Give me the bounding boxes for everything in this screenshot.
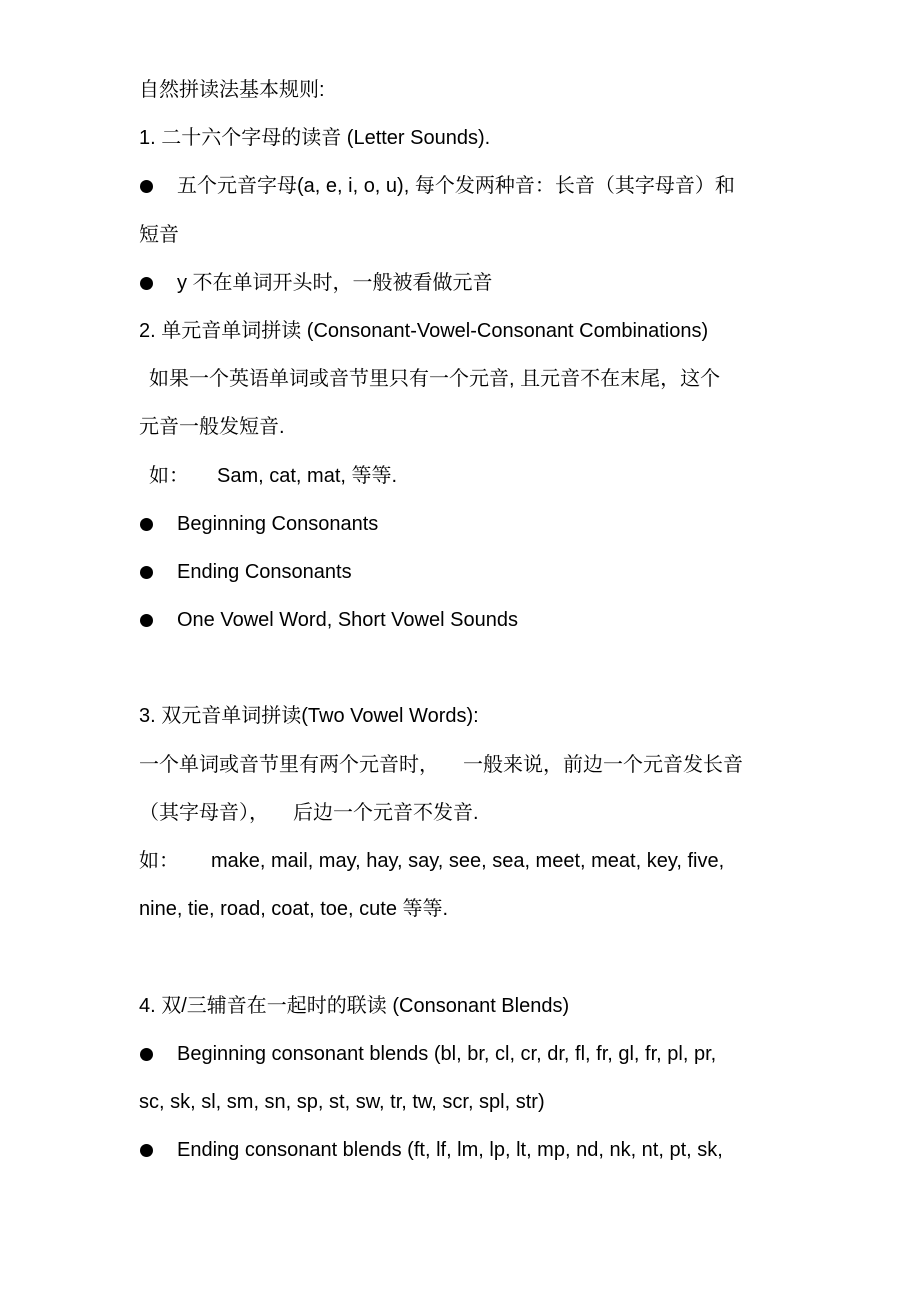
section-2-bullet-1	[139, 500, 799, 548]
bullet-text: Beginning Consonants	[177, 512, 379, 535]
section-2-bullet-2	[139, 548, 799, 596]
bullet-dot	[140, 277, 153, 290]
bullet-text: Ending consonant blends (ft, lf, lm, lp, lt, mp, nd, nk, nt, pt, sk,	[177, 1139, 723, 1162]
blank-line	[139, 644, 799, 692]
section-1-heading: 1. 二十六个字母的读音 (Letter Sounds).	[139, 127, 491, 150]
example-label: 如：	[149, 464, 189, 487]
bullet-text: Beginning consonant blends (bl, br, cl, cr, dr, fl, fr, gl, fr, pl, pr,	[177, 1042, 717, 1065]
bullet-dot	[140, 180, 153, 193]
bullet-dot	[140, 1048, 153, 1061]
section-4-bullet-2	[139, 1126, 799, 1174]
bullet-text: 五个元音字母(a, e, i, o, u), 每个发两种音：长音（其字母音）和	[177, 175, 735, 198]
section-2-paragraph-line-2: 元音一般发短音.	[139, 416, 285, 439]
section-2-bullet-3	[139, 596, 799, 644]
blank-line	[139, 933, 799, 981]
bullet-dot	[140, 614, 153, 627]
paragraph-text: （其字母音），	[139, 801, 269, 824]
bullet-dot	[140, 566, 153, 579]
paragraph-text: 一般来说，前边一个元音发长音	[463, 753, 743, 776]
example-text: Sam, cat, mat, 等等.	[217, 464, 398, 487]
section-1-bullet-2	[139, 259, 799, 307]
document-page	[139, 66, 799, 1174]
section-1-bullet-1	[139, 162, 799, 210]
section-3-heading: 3. 双元音单词拼读(Two Vowel Words):	[139, 705, 479, 728]
section-2-example	[139, 452, 799, 500]
bullet-dot	[140, 518, 153, 531]
section-3-example-line-1	[139, 837, 799, 885]
bullet-text: One Vowel Word, Short Vowel Sounds	[177, 609, 518, 632]
bullet-dot	[140, 1144, 153, 1157]
paragraph-text: 后边一个元音不发音.	[293, 801, 479, 824]
section-2-heading: 2. 单元音单词拼读 (Consonant-Vowel-Consonant Combinations)	[139, 319, 709, 342]
section-4-bullet-1-continuation: sc, sk, sl, sm, sn, sp, st, sw, tr, tw, scr, spl, str)	[139, 1090, 545, 1113]
section-4-heading: 4. 双/三辅音在一起时的联读 (Consonant Blends)	[139, 994, 570, 1017]
section-3-paragraph-line-2	[139, 789, 799, 837]
paragraph-text: 一个单词或音节里有两个元音时，	[139, 753, 439, 776]
document-title: 自然拼读法基本规则:	[139, 79, 325, 101]
bullet-text: y 不在单词开头时，一般被看做元音	[177, 271, 493, 294]
section-3-example-line-2: nine, tie, road, coat, toe, cute 等等.	[139, 898, 449, 921]
example-label: 如：	[139, 850, 179, 872]
section-2-paragraph-line-1: 如果一个英语单词或音节里只有一个元音, 且元音不在末尾，这个	[149, 368, 721, 391]
section-3-paragraph-line-1	[139, 741, 799, 789]
bullet-text: Ending Consonants	[177, 560, 352, 583]
example-text: make, mail, may, hay, say, see, sea, meet, meat, key, five,	[211, 850, 725, 872]
section-1-bullet-1-continuation: 短音	[139, 223, 179, 246]
section-4-bullet-1	[139, 1030, 799, 1078]
